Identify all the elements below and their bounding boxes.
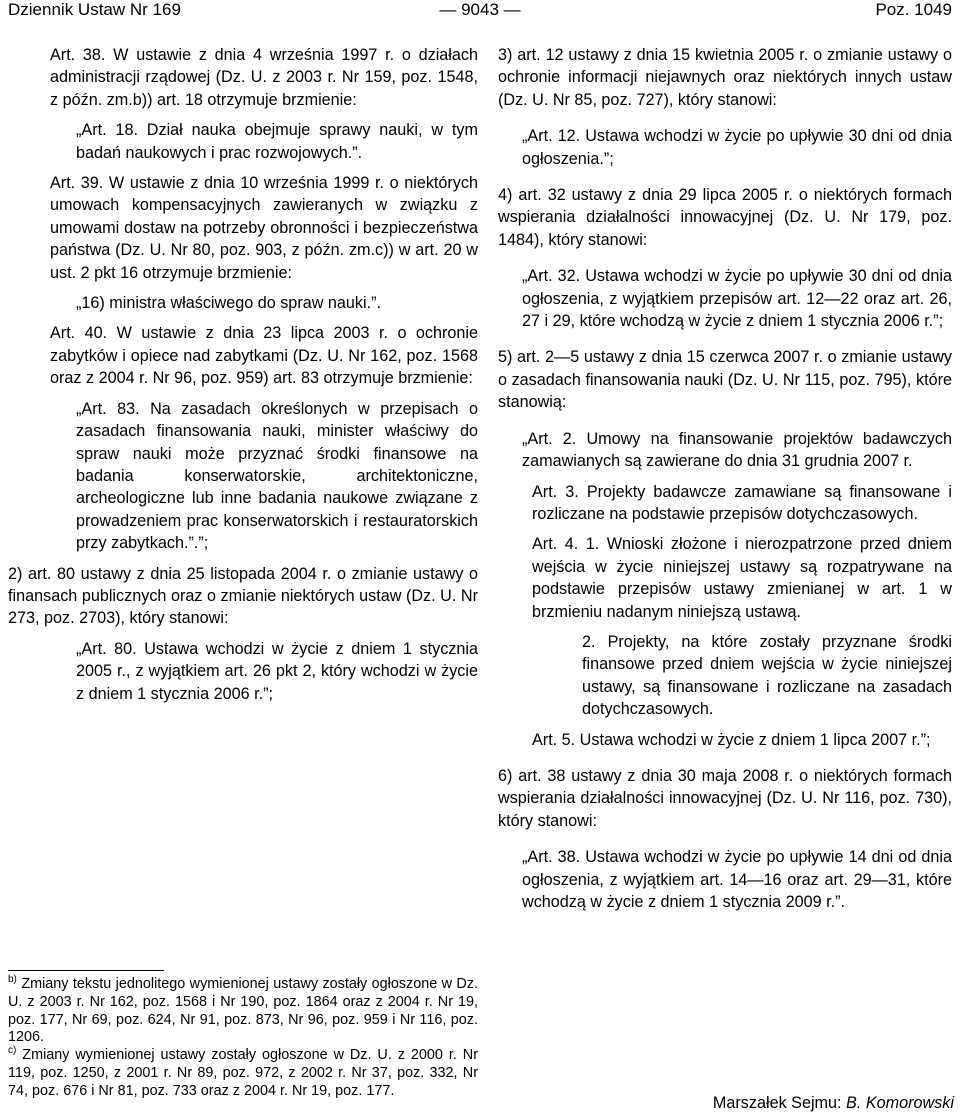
right-column bbox=[498, 44, 952, 913]
footnote-divider bbox=[8, 970, 164, 971]
footnote-mark: b) bbox=[8, 974, 17, 986]
footnote-mark: c) bbox=[8, 1045, 17, 1057]
footnote-c bbox=[8, 1047, 478, 1100]
article-40-quote: „Art. 83. Na zasadach określonych w przepisach o zasadach finansowania nauki, minister właściwy do spraw nauki może przyznać środki finansowe na badania konserwatorskie, architektoniczne, archeologiczne lub inne badania naukowe związane z prowadzeniem prac konserwatorskich i restauratorskich przy zabytkach.”.”; bbox=[76, 399, 478, 553]
signature-name: B. Komorowski bbox=[846, 1094, 954, 1112]
article-38-quote: „Art. 18. Dział nauka obejmuje sprawy nauki, w tym badań naukowych i prac rozwojowych.”. bbox=[76, 121, 478, 162]
item-5-art-2: „Art. 2. Umowy na finansowanie projektów badawczych zamawianych są zawierane do dnia 31 grudnia 2007 r. bbox=[522, 429, 952, 471]
item-5-art-5: Art. 5. Ustawa wchodzi w życie z dniem 1 lipca 2007 r.”; bbox=[532, 730, 931, 749]
footnote-text: Zmiany tekstu jednolitego wymienionej ustawy zostały ogłoszone w Dz. U. z 2003 r. Nr 162, poz. 1568 i Nr 190, poz. 1864 oraz z 2004 r. Nr 19, poz. 177, Nr 69, poz. 624, Nr 91, poz. 873, Nr 96, poz. 959 i Nr 116, poz. 1206. bbox=[8, 976, 478, 1046]
item-5-art-4-2: 2. Projekty, na które zostały przyznane środki finansowe przed dniem wejścia w życie niniejszej ustawy, są finansowane i rozliczane na zasadach dotychczasowych. bbox=[582, 632, 952, 719]
item-3-quote: „Art. 12. Ustawa wchodzi w życie po upływie 30 dni od dnia ogłoszenia.”; bbox=[522, 127, 952, 168]
item-4-quote: „Art. 32. Ustawa wchodzi w życie po upływie 30 dni od dnia ogłoszenia, z wyjątkiem przepisów art. 12—22 oraz art. 26, 27 i 29, które wchodzą w życie z dniem 1 stycznia 2006 r.”; bbox=[522, 267, 952, 331]
item-6-quote: „Art. 38. Ustawa wchodzi w życie po upływie 14 dni od dnia ogłoszenia, z wyjątkiem art. 14—16 oraz art. 29—31, które wchodzą w życie z dniem 1 stycznia 2009 r.”. bbox=[522, 848, 952, 911]
page-header bbox=[8, 0, 952, 26]
signature bbox=[713, 1094, 954, 1113]
item-5-art-4-1: Art. 4. 1. Wnioski złożone i nierozpatrzone przed dniem wejścia w życie niniejszej ustawy są rozpatrywane na podstawie przepisów ustawy zmienianej w art. 1 w brzmieniu nadanym niniejszą ustawą. bbox=[532, 535, 952, 621]
footnote-text: Zmiany wymienionej ustawy zostały ogłoszone w Dz. U. z 2000 r. Nr 119, poz. 1250, z 2001 r. Nr 89, poz. 972, z 2002 r. Nr 37, poz. 332, Nr 74, poz. 676 i Nr 81, poz. 733 oraz z 2004 r. Nr 19, poz. 177. bbox=[8, 1047, 478, 1099]
position-number: Poz. 1049 bbox=[875, 0, 952, 19]
item-3: 3) art. 12 ustawy z dnia 15 kwietnia 2005 r. o zmianie ustawy o ochronie informacji niejawnych oraz niektórych innych ustaw (Dz. U. Nr 85, poz. 727), który stanowi: bbox=[498, 46, 952, 109]
article-40: Art. 40. W ustawie z dnia 23 lipca 2003 r. o ochronie zabytków i opiece nad zabytkami (Dz. U. Nr 162, poz. 1568 oraz z 2004 r. Nr 96, poz. 959) art. 83 otrzymuje brzmienie: bbox=[50, 324, 478, 388]
item-5-art-3: Art. 3. Projekty badawcze zamawiane są finansowane i rozliczane na podstawie przepisów dotychczasowych. bbox=[532, 482, 952, 523]
item-6: 6) art. 38 ustawy z dnia 30 maja 2008 r. o niektórych formach wspierania działalności innowacyjnej (Dz. U. Nr 116, poz. 730), który stanowi: bbox=[498, 766, 952, 830]
item-2: 2) art. 80 ustawy z dnia 25 listopada 2004 r. o zmianie ustawy o finansach publicznych oraz o zmianie niektórych ustaw (Dz. U. Nr 273, poz. 2703), który stanowi: bbox=[8, 564, 478, 628]
journal-title: Dziennik Ustaw Nr 169 bbox=[8, 0, 181, 19]
footnotes bbox=[8, 976, 478, 1101]
item-2-quote: „Art. 80. Ustawa wchodzi w życie z dniem 1 stycznia 2005 r., z wyjątkiem art. 26 pkt 2, który wchodzi w życie z dniem 1 stycznia 2006 r.”; bbox=[76, 639, 478, 703]
article-39: Art. 39. W ustawie z dnia 10 września 1999 r. o niektórych umowach kompensacyjnych zawieranych w związku z umowami dostaw na potrzeby obronności i bezpieczeństwa państwa (Dz. U. Nr 80, poz. 903, z późn. zm.c)) w art. 20 w ust. 2 pkt 16 otrzymuje brzmienie: bbox=[50, 174, 478, 282]
left-column bbox=[8, 44, 478, 705]
signature-role: Marszałek Sejmu: bbox=[712, 1094, 842, 1112]
item-4: 4) art. 32 ustawy z dnia 29 lipca 2005 r. o niektórych formach wspierania działalności innowacyjnej (Dz. U. Nr 179, poz. 1484), który stanowi: bbox=[498, 186, 952, 249]
page-number: — 9043 — bbox=[439, 0, 521, 19]
footnote-b bbox=[8, 976, 478, 1047]
article-38: Art. 38. W ustawie z dnia 4 września 1997 r. o działach administracji rządowej (Dz. U. z 2003 r. Nr 159, poz. 1548, z późn. zm.b)) art. 18 otrzymuje brzmienie: bbox=[50, 46, 478, 109]
item-5: 5) art. 2—5 ustawy z dnia 15 czerwca 2007 r. o zmianie ustawy o zasadach finansowania nauki (Dz. U. Nr 115, poz. 795), które stanowią: bbox=[498, 348, 952, 412]
article-39-quote: „16) ministra właściwego do spraw nauki.”. bbox=[76, 294, 381, 313]
